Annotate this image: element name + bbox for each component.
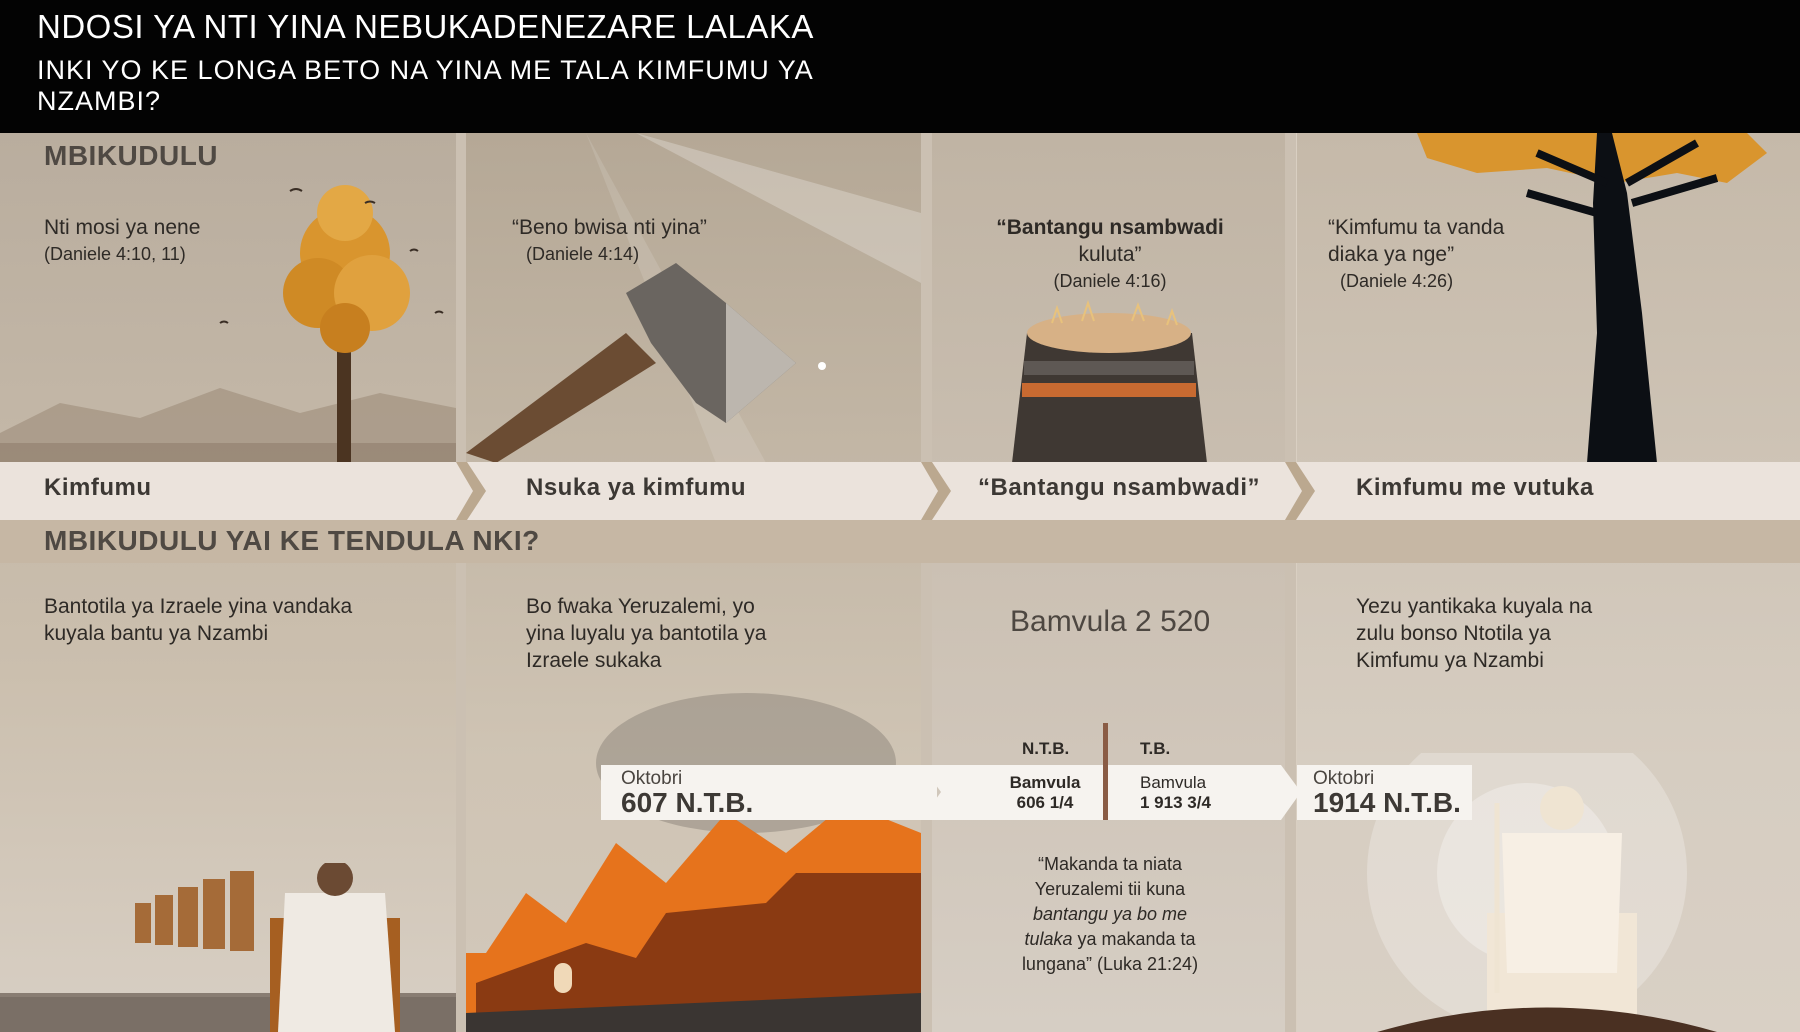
era-tb: T.B.: [1140, 739, 1171, 758]
quote-4-ref: (Daniele 4:26): [1340, 271, 1454, 291]
quote-2-text: “Beno bwisa nti yina”: [512, 216, 707, 239]
left-years: [995, 773, 1095, 813]
quote-1-text: Nti mosi ya nene: [44, 216, 201, 239]
right-years-value: 1 913 3/4: [1140, 793, 1211, 812]
timeline-arrow: [921, 765, 1301, 820]
quote-1: [44, 214, 200, 268]
quote-1-ref: (Daniele 4:10, 11): [44, 244, 186, 264]
quote-4: [1328, 214, 1518, 295]
column-divider: [921, 133, 932, 1032]
page-title: NDOSI YA NTI YINA NEBUKADENEZARE LALAKA: [37, 8, 814, 45]
header-banner: [0, 0, 1800, 133]
quote-2: [512, 214, 707, 268]
era-ntb: N.T.B.: [1022, 739, 1070, 758]
timeline-end-box: [1297, 765, 1472, 820]
quote-2-ref: (Daniele 4:14): [526, 244, 640, 264]
quote-3-rest: kuluta”: [1078, 243, 1142, 266]
chevron-right-icon: [1285, 462, 1315, 520]
page-subtitle: INKI YO KE LONGA BETO NA YINA ME TALA KIMFUMU YA NZAMBI?: [37, 55, 813, 116]
luka-line-3: bantangu ya bo me: [1032, 904, 1188, 924]
meaning-3: Bamvula 2 520: [1010, 605, 1211, 638]
quote-3-bold: “Bantangu nsambwadi: [996, 216, 1224, 239]
luka-line-2: Yeruzalemi tii kuna: [1034, 879, 1186, 899]
chevron-right-icon: [456, 462, 486, 520]
luka-line-4: [1000, 927, 1220, 952]
right-years: [1140, 773, 1211, 813]
quote-3-ref: (Daniele 4:16): [1053, 271, 1167, 291]
chevron-right-icon: [921, 462, 951, 520]
timeline-start-box: [601, 765, 937, 820]
stage-label-3: “Bantangu nsambwadi”: [978, 474, 1261, 501]
luka-quote: [1000, 852, 1220, 977]
left-years-label: Bamvula: [1009, 773, 1081, 792]
end-month: Oktobri: [1313, 768, 1375, 789]
stage-label-1: Kimfumu: [44, 474, 152, 501]
start-year: 607 N.T.B.: [621, 787, 754, 818]
quote-3: [965, 214, 1255, 295]
section-label-mbikudulu: MBIKUDULU: [44, 140, 219, 171]
left-years-value: 606 1/4: [1016, 793, 1074, 812]
meaning-4: Yezu yantikaka kuyala na zulu bonso Ntotila ya Kimfumu ya Nzambi: [1356, 595, 1593, 672]
right-years-label: Bamvula: [1140, 773, 1207, 792]
column-divider: [1285, 133, 1296, 1032]
luka-line-1: “Makanda ta niata: [1037, 854, 1183, 874]
luka-line-5: lungana” (Luka 21:24): [1021, 954, 1199, 974]
meaning-2: Bo fwaka Yeruzalemi, yo yina luyalu ya bantotila ya Izraele sukaka: [526, 595, 767, 672]
stage-label-4: Kimfumu me vutuka: [1356, 474, 1594, 501]
king-illustration: [0, 863, 456, 1032]
end-year: 1914 N.T.B.: [1313, 787, 1461, 818]
stage-label-2: Nsuka ya kimfumu: [526, 474, 747, 501]
luka-line-4-rest: ya makanda ta: [1072, 929, 1196, 949]
section-label-meaning: MBIKUDULU YAI KE TENDULA NKI?: [44, 525, 540, 556]
timeline-divider: [1103, 723, 1108, 820]
start-month: Oktobri: [621, 768, 683, 789]
burning-city-illustration: [466, 693, 921, 1032]
quote-4-text: “Kimfumu ta vanda diaka ya nge”: [1328, 216, 1505, 266]
luka-line-4-italic: tulaka: [1024, 929, 1073, 949]
meaning-1: Bantotila ya Izraele yina vandaka kuyala bantu ya Nzambi: [44, 595, 353, 645]
